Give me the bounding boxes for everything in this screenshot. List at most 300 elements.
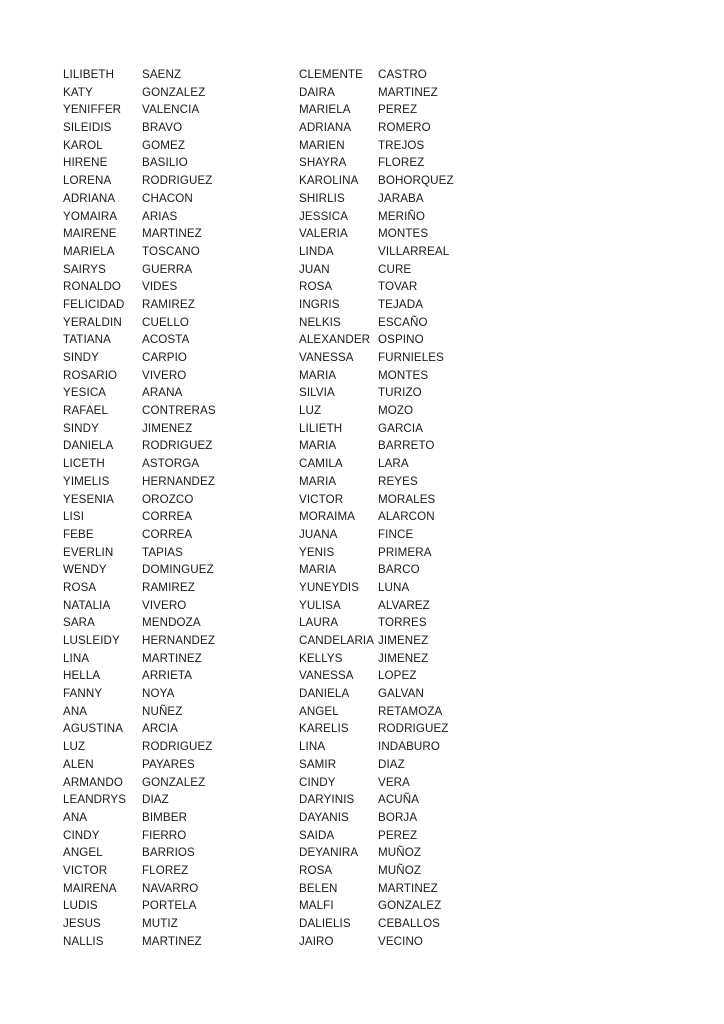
name-row [63, 119, 262, 137]
name-row [63, 915, 262, 933]
name-row [299, 508, 498, 526]
last-name: VECINO [378, 934, 424, 948]
name-row [299, 614, 498, 632]
name-row [63, 544, 262, 562]
last-name: ARCIA [142, 722, 178, 736]
last-name: RAMIREZ [142, 297, 195, 311]
first-name: KAROLINA [299, 174, 359, 188]
name-row [299, 720, 498, 738]
first-name: YOMAIRA [63, 209, 118, 223]
first-name: KAROL [63, 138, 103, 152]
name-row [299, 791, 498, 809]
name-row [299, 367, 498, 385]
name-row [63, 809, 262, 827]
first-name: FELICIDAD [63, 297, 125, 311]
last-name: GALVAN [378, 687, 424, 701]
first-name: INGRIS [299, 297, 340, 311]
last-name: RETAMOZA [378, 704, 443, 718]
first-name: DEYANIRA [299, 846, 359, 860]
last-name: TORRES [378, 616, 427, 630]
name-row [63, 225, 262, 243]
name-row [299, 172, 498, 190]
name-row [63, 455, 262, 473]
first-name: VICTOR [63, 863, 108, 877]
first-name: AGUSTINA [63, 722, 124, 736]
first-name: ARMANDO [63, 775, 123, 789]
first-name: CAMILA [299, 457, 343, 471]
last-name: RODRIGUEZ [142, 439, 213, 453]
name-row [299, 915, 498, 933]
name-row [299, 384, 498, 402]
name-row [63, 667, 262, 685]
last-name: OROZCO [142, 492, 194, 506]
name-row [299, 685, 498, 703]
name-row [299, 243, 498, 261]
last-name: CASTRO [378, 68, 427, 81]
last-name: CURE [378, 262, 412, 276]
last-name: LUNA [378, 580, 410, 594]
last-name: MERIÑO [378, 209, 425, 223]
last-name: ARIAS [142, 209, 178, 223]
name-row [299, 437, 498, 455]
last-name: JIMENEZ [378, 651, 429, 665]
first-name: DANIELA [299, 687, 350, 701]
name-row [63, 862, 262, 880]
name-row [63, 632, 262, 650]
last-name: JARABA [378, 191, 424, 205]
first-name: SHIRLIS [299, 191, 345, 205]
name-row [63, 420, 262, 438]
last-name: ASTORGA [142, 457, 200, 471]
first-name: MALFI [299, 899, 334, 913]
last-name: ACUÑA [378, 793, 420, 807]
first-name: LUSLEIDY [63, 634, 120, 647]
last-name: PEREZ [378, 828, 418, 842]
first-name: CINDY [299, 775, 336, 789]
name-row [299, 561, 498, 579]
first-name: SINDY [63, 421, 99, 435]
first-name: EVERLIN [63, 545, 114, 559]
name-row [63, 703, 262, 721]
last-name: RODRIGUEZ [142, 174, 213, 188]
last-name: HERNANDEZ [142, 474, 216, 488]
name-row [299, 579, 498, 597]
last-name: VIVERO [142, 368, 187, 382]
last-name: LOPEZ [378, 669, 417, 683]
last-name: MORALES [378, 492, 436, 506]
name-row [299, 190, 498, 208]
first-name: LISI [63, 510, 85, 524]
last-name: HERNANDEZ [142, 634, 216, 647]
last-name: ARANA [142, 386, 183, 400]
name-row [63, 720, 262, 738]
last-name: MONTES [378, 368, 429, 382]
name-row [63, 402, 262, 420]
name-row [63, 137, 262, 155]
name-row [299, 491, 498, 509]
name-row [63, 844, 262, 862]
name-row [299, 526, 498, 544]
first-name: MAIRENE [63, 227, 117, 241]
name-row [299, 208, 498, 226]
first-name: NELKIS [299, 315, 341, 329]
name-row [299, 897, 498, 915]
last-name: BARCO [378, 563, 420, 577]
first-name: MAIRENA [63, 881, 117, 895]
first-name: TATIANA [63, 333, 111, 347]
first-name: ROSA [299, 280, 333, 294]
last-name: BOHORQUEZ [378, 174, 454, 188]
first-name: CANDELARIA [299, 634, 375, 647]
last-name: ALVAREZ [378, 598, 430, 612]
first-name: SAIDA [299, 828, 335, 842]
last-name: CONTRERAS [142, 404, 216, 418]
name-row [63, 437, 262, 455]
name-row [299, 278, 498, 296]
last-name: CHACON [142, 191, 193, 205]
first-name: VALERIA [299, 227, 348, 241]
last-name: TURIZO [378, 386, 422, 400]
last-name: SAENZ [142, 68, 182, 81]
last-name: DOMINGUEZ [142, 563, 214, 577]
last-name: DIAZ [378, 757, 405, 771]
first-name: ADRIANA [63, 191, 116, 205]
name-row [63, 579, 262, 597]
name-row [299, 809, 498, 827]
last-name: BRAVO [142, 121, 183, 135]
last-name: BARRIOS [142, 846, 195, 860]
first-name: LEANDRYS [63, 793, 127, 807]
last-name: BASILIO [142, 156, 188, 170]
name-row [63, 897, 262, 915]
first-name: LAURA [299, 616, 339, 630]
last-name: PRIMERA [378, 545, 432, 559]
last-name: MARTINEZ [378, 881, 438, 895]
first-name: DAIRA [299, 85, 335, 99]
last-name: GARCIA [378, 421, 424, 435]
last-name: CORREA [142, 527, 193, 541]
name-row [299, 827, 498, 845]
first-name: LILIBETH [63, 68, 115, 81]
last-name: MUTIZ [142, 917, 178, 930]
last-name: DIAZ [142, 793, 169, 807]
name-row [63, 172, 262, 190]
first-name: ALEN [63, 757, 94, 771]
last-name: NUÑEZ [142, 704, 183, 718]
first-name: RONALDO [63, 280, 122, 294]
name-row [63, 491, 262, 509]
name-row [299, 774, 498, 792]
last-name: RODRIGUEZ [378, 722, 449, 736]
last-name: PEREZ [378, 103, 418, 117]
name-row [63, 685, 262, 703]
first-name: YENIS [299, 545, 335, 559]
name-row [63, 208, 262, 226]
first-name: SARA [63, 616, 95, 630]
name-row [63, 278, 262, 296]
name-row [63, 614, 262, 632]
name-row [63, 296, 262, 314]
first-name: KATY [63, 85, 93, 99]
name-row [63, 349, 262, 367]
first-name: MARIA [299, 439, 337, 453]
first-name: BELEN [299, 881, 338, 895]
last-name: FLOREZ [378, 156, 425, 170]
name-row [299, 314, 498, 332]
last-name: ARRIETA [142, 669, 193, 683]
first-name: YESICA [63, 386, 107, 400]
first-name: RAFAEL [63, 404, 109, 418]
last-name: OSPINO [378, 333, 424, 347]
name-row [299, 756, 498, 774]
name-row [63, 561, 262, 579]
first-name: ROSARIO [63, 368, 118, 382]
last-name: VALENCIA [142, 103, 200, 117]
name-row [63, 190, 262, 208]
last-name: GONZALEZ [378, 899, 442, 913]
last-name: CEBALLOS [378, 917, 441, 930]
name-row [63, 367, 262, 385]
first-name: HIRENE [63, 156, 108, 170]
first-name: SILEIDIS [63, 121, 112, 135]
first-name: YUNEYDIS [299, 580, 360, 594]
last-name: ESCAÑO [378, 315, 428, 329]
name-row [299, 420, 498, 438]
first-name: SINDY [63, 351, 99, 364]
name-row [63, 827, 262, 845]
last-name: GUERRA [142, 262, 193, 276]
first-name: LUZ [299, 404, 322, 418]
name-row [63, 738, 262, 756]
name-row [299, 632, 498, 650]
first-name: LINA [299, 740, 326, 754]
name-row [299, 473, 498, 491]
first-name: HELLA [63, 669, 101, 683]
last-name: TOVAR [378, 280, 418, 294]
last-name: MUÑOZ [378, 863, 422, 877]
last-name: INDABURO [378, 740, 440, 754]
first-name: FANNY [63, 687, 103, 701]
name-row [63, 331, 262, 349]
first-name: LUDIS [63, 899, 98, 913]
last-name: VIVERO [142, 598, 187, 612]
name-row [63, 314, 262, 332]
last-name: ACOSTA [142, 333, 190, 347]
first-name: ANA [63, 704, 88, 718]
first-name: YENIFFER [63, 103, 122, 117]
name-row [299, 154, 498, 172]
last-name: FURNIELES [378, 351, 444, 364]
first-name: JESSICA [299, 209, 349, 223]
last-name: MOZO [378, 404, 414, 418]
name-row [299, 738, 498, 756]
name-row [299, 844, 498, 862]
name-row [63, 508, 262, 526]
last-name: ALARCON [378, 510, 435, 524]
first-name: NATALIA [63, 598, 111, 612]
name-row [299, 119, 498, 137]
last-name: GOMEZ [142, 138, 186, 152]
last-name: CORREA [142, 510, 193, 524]
first-name: JESUS [63, 917, 101, 930]
first-name: SAIRYS [63, 262, 106, 276]
last-name: TEJADA [378, 297, 424, 311]
name-row [299, 544, 498, 562]
last-name: BORJA [378, 810, 418, 824]
first-name: YIMELIS [63, 474, 110, 488]
first-name: KARELIS [299, 722, 349, 736]
first-name: SILVIA [299, 386, 335, 400]
name-row [299, 650, 498, 668]
first-name: LICETH [63, 457, 105, 471]
last-name: PAYARES [142, 757, 195, 771]
first-name: NALLIS [63, 934, 104, 948]
name-row [63, 526, 262, 544]
last-name: RODRIGUEZ [142, 740, 213, 754]
first-name: VICTOR [299, 492, 344, 506]
first-name: YESENIA [63, 492, 114, 506]
name-row [299, 66, 498, 84]
first-name: ANA [63, 810, 88, 824]
last-name: MARTINEZ [378, 85, 438, 99]
last-name: FLOREZ [142, 863, 189, 877]
last-name: CUELLO [142, 315, 189, 329]
first-name: MARIA [299, 474, 337, 488]
first-name: FEBE [63, 527, 94, 541]
first-name: LUZ [63, 740, 86, 754]
first-name: ROSA [299, 863, 333, 877]
last-name: BARRETO [378, 439, 435, 453]
first-name: MARIA [299, 368, 337, 382]
last-name: TAPIAS [142, 545, 183, 559]
name-row [299, 880, 498, 898]
name-row [63, 791, 262, 809]
first-name: MORAIMA [299, 510, 356, 524]
first-name: KELLYS [299, 651, 343, 665]
last-name: MONTES [378, 227, 429, 241]
name-row [299, 455, 498, 473]
name-row [63, 384, 262, 402]
names-list-right [299, 66, 498, 950]
name-row [63, 650, 262, 668]
name-row [63, 101, 262, 119]
last-name: MARTINEZ [142, 651, 202, 665]
name-row [63, 261, 262, 279]
name-row [63, 473, 262, 491]
last-name: TREJOS [378, 138, 425, 152]
last-name: GONZALEZ [142, 775, 206, 789]
last-name: NAVARRO [142, 881, 199, 895]
first-name: LORENA [63, 174, 112, 188]
first-name: ANGEL [299, 704, 339, 718]
first-name: YULISA [299, 598, 341, 612]
first-name: LINDA [299, 244, 334, 258]
first-name: ADRIANA [299, 121, 352, 135]
last-name: VERA [378, 775, 410, 789]
name-row [63, 880, 262, 898]
first-name: LINA [63, 651, 90, 665]
name-row [299, 137, 498, 155]
name-row [63, 597, 262, 615]
last-name: FINCE [378, 527, 414, 541]
first-name: YERALDIN [63, 315, 122, 329]
name-row [63, 84, 262, 102]
first-name: VANESSA [299, 351, 354, 364]
first-name: ANGEL [63, 846, 103, 860]
last-name: BIMBER [142, 810, 188, 824]
name-row [299, 296, 498, 314]
name-row [63, 66, 262, 84]
first-name: JUANA [299, 527, 338, 541]
last-name: VILLARREAL [378, 244, 450, 258]
last-name: CARPIO [142, 351, 188, 364]
name-row [63, 154, 262, 172]
first-name: MARIA [299, 563, 337, 577]
last-name: GONZALEZ [142, 85, 206, 99]
last-name: LARA [378, 457, 409, 471]
name-row [299, 101, 498, 119]
first-name: CLEMENTE [299, 68, 363, 81]
first-name: ROSA [63, 580, 97, 594]
name-row [299, 703, 498, 721]
last-name: JIMENEZ [378, 634, 429, 647]
first-name: SAMIR [299, 757, 337, 771]
name-row [299, 667, 498, 685]
first-name: DANIELA [63, 439, 114, 453]
first-name: DARYINIS [299, 793, 355, 807]
last-name: NOYA [142, 687, 175, 701]
last-name: TOSCANO [142, 244, 200, 258]
first-name: ALEXANDER [299, 333, 371, 347]
last-name: JIMENEZ [142, 421, 193, 435]
last-name: VIDES [142, 280, 178, 294]
last-name: PORTELA [142, 899, 197, 913]
first-name: DALIELIS [299, 917, 351, 930]
first-name: DAYANIS [299, 810, 349, 824]
name-row [299, 402, 498, 420]
name-row [63, 756, 262, 774]
first-name: MARIEN [299, 138, 345, 152]
name-row [63, 933, 262, 951]
last-name: RAMIREZ [142, 580, 195, 594]
last-name: MENDOZA [142, 616, 201, 630]
first-name: SHAYRA [299, 156, 347, 170]
last-name: MUÑOZ [378, 846, 422, 860]
last-name: MARTINEZ [142, 227, 202, 241]
first-name: JUAN [299, 262, 330, 276]
first-name: VANESSA [299, 669, 354, 683]
first-name: MARIELA [299, 103, 351, 117]
name-row [299, 349, 498, 367]
first-name: LILIETH [299, 421, 343, 435]
first-name: MARIELA [63, 244, 115, 258]
name-row [63, 243, 262, 261]
name-row [63, 774, 262, 792]
last-name: ROMERO [378, 121, 431, 135]
first-name: WENDY [63, 563, 107, 577]
name-row [299, 225, 498, 243]
last-name: REYES [378, 474, 418, 488]
first-name: CINDY [63, 828, 100, 842]
first-name: JAIRO [299, 934, 334, 948]
name-row [299, 933, 498, 951]
names-list-left [63, 66, 262, 950]
last-name: FIERRO [142, 828, 187, 842]
name-row [299, 597, 498, 615]
last-name: MARTINEZ [142, 934, 202, 948]
name-row [299, 331, 498, 349]
name-row [299, 862, 498, 880]
